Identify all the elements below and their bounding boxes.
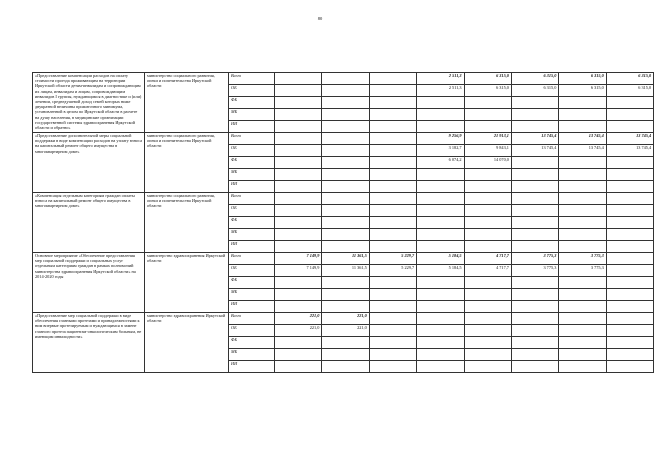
amount-cell: 7 149,9 [275, 265, 322, 277]
amount-cell [322, 277, 369, 289]
amount-cell [369, 157, 416, 169]
amount-cell: 13 745,4 [559, 133, 606, 145]
amount-cell [369, 133, 416, 145]
measure-description: «Предоставление мер социальной поддержки в виде обеспечения глазными протезами и принадлежностями к ним впервые протезируемым и нуждающимся в замене глазного протеза пациентам-онкологическим больным, не имеющим инвалидности» [33, 313, 145, 373]
amount-cell [275, 73, 322, 85]
amount-cell [606, 349, 653, 361]
amount-cell [322, 193, 369, 205]
amount-cell [369, 301, 416, 313]
amount-cell [322, 109, 369, 121]
amount-cell [511, 97, 558, 109]
amount-cell [511, 169, 558, 181]
funding-source: ФБ [229, 157, 275, 169]
funding-source: МБ [229, 109, 275, 121]
amount-cell [464, 361, 511, 373]
amount-cell [464, 193, 511, 205]
amount-cell: 6 315,0 [559, 73, 606, 85]
amount-cell: 3 182,7 [417, 145, 464, 157]
amount-cell: 221,0 [275, 325, 322, 337]
funding-source: Всего [229, 133, 275, 145]
amount-cell [559, 277, 606, 289]
amount-cell: 13 745,4 [511, 133, 558, 145]
amount-cell [322, 301, 369, 313]
amount-cell [417, 337, 464, 349]
amount-cell: 21 913,1 [464, 133, 511, 145]
amount-cell [369, 289, 416, 301]
amount-cell [417, 301, 464, 313]
amount-cell: 6 315,0 [606, 85, 653, 97]
amount-cell [369, 145, 416, 157]
amount-cell [322, 133, 369, 145]
amount-cell [322, 241, 369, 253]
measure-description: «Компенсация отдельным категориям граждан оплаты взноса на капитальный ремонт общего имущества в многоквартирном доме» [33, 193, 145, 253]
amount-cell [606, 229, 653, 241]
amount-cell [606, 169, 653, 181]
budget-table [32, 72, 654, 373]
amount-cell [511, 193, 558, 205]
amount-cell [275, 133, 322, 145]
amount-cell [559, 361, 606, 373]
amount-cell [417, 289, 464, 301]
amount-cell [275, 193, 322, 205]
amount-cell [417, 181, 464, 193]
amount-cell [606, 325, 653, 337]
amount-cell [322, 85, 369, 97]
funding-source: ИИ [229, 121, 275, 133]
amount-cell: 6 315,0 [464, 73, 511, 85]
amount-cell [606, 121, 653, 133]
amount-cell [606, 265, 653, 277]
amount-cell: 4 717,7 [464, 265, 511, 277]
amount-cell [606, 277, 653, 289]
amount-cell [369, 73, 416, 85]
amount-cell [464, 97, 511, 109]
amount-cell [322, 145, 369, 157]
funding-source: ОБ [229, 265, 275, 277]
amount-cell [606, 241, 653, 253]
amount-cell [417, 193, 464, 205]
amount-cell [559, 289, 606, 301]
amount-cell [417, 277, 464, 289]
amount-cell [369, 169, 416, 181]
page-number: 80 [317, 16, 323, 21]
amount-cell [369, 229, 416, 241]
amount-cell [275, 97, 322, 109]
funding-source: МБ [229, 349, 275, 361]
amount-cell: 11 361,5 [322, 265, 369, 277]
amount-cell [511, 313, 558, 325]
amount-cell [322, 289, 369, 301]
amount-cell [606, 361, 653, 373]
funding-source: МБ [229, 289, 275, 301]
amount-cell [369, 361, 416, 373]
amount-cell [322, 349, 369, 361]
amount-cell [464, 109, 511, 121]
amount-cell [275, 145, 322, 157]
amount-cell [464, 169, 511, 181]
amount-cell [559, 337, 606, 349]
amount-cell [559, 157, 606, 169]
amount-cell [275, 121, 322, 133]
amount-cell [275, 361, 322, 373]
amount-cell [322, 97, 369, 109]
amount-cell [511, 109, 558, 121]
funding-source: ИИ [229, 181, 275, 193]
amount-cell [464, 301, 511, 313]
table-row [33, 253, 654, 265]
amount-cell [511, 121, 558, 133]
funding-source: ОБ [229, 325, 275, 337]
amount-cell [511, 157, 558, 169]
amount-cell [417, 217, 464, 229]
amount-cell [369, 181, 416, 193]
amount-cell [511, 241, 558, 253]
amount-cell [417, 169, 464, 181]
amount-cell [275, 289, 322, 301]
amount-cell [559, 169, 606, 181]
amount-cell [606, 205, 653, 217]
amount-cell [464, 229, 511, 241]
amount-cell [559, 181, 606, 193]
amount-cell [322, 73, 369, 85]
amount-cell [417, 349, 464, 361]
amount-cell [275, 301, 322, 313]
amount-cell [322, 169, 369, 181]
amount-cell [511, 337, 558, 349]
amount-cell: 5 229,7 [369, 265, 416, 277]
amount-cell [511, 229, 558, 241]
amount-cell [322, 361, 369, 373]
amount-cell [275, 85, 322, 97]
funding-source: Всего [229, 73, 275, 85]
funding-source: ФБ [229, 277, 275, 289]
amount-cell [369, 313, 416, 325]
table-row [33, 193, 654, 205]
responsible-executor: министерство здравоохранения Иркутской области [145, 313, 229, 373]
amount-cell [417, 361, 464, 373]
amount-cell: 13 745,4 [559, 145, 606, 157]
amount-cell [464, 277, 511, 289]
funding-source: Всего [229, 313, 275, 325]
amount-cell [511, 205, 558, 217]
amount-cell [559, 229, 606, 241]
amount-cell: 13 745,4 [606, 133, 653, 145]
amount-cell [417, 109, 464, 121]
amount-cell [559, 349, 606, 361]
amount-cell: 5 184,5 [417, 253, 464, 265]
amount-cell: 6 315,0 [511, 85, 558, 97]
amount-cell [511, 181, 558, 193]
amount-cell: 3 775,3 [559, 265, 606, 277]
amount-cell [369, 121, 416, 133]
amount-cell: 6 315,0 [511, 73, 558, 85]
funding-source: ИИ [229, 241, 275, 253]
amount-cell: 3 775,3 [559, 253, 606, 265]
amount-cell [417, 325, 464, 337]
amount-cell: 6 315,0 [464, 85, 511, 97]
amount-cell [606, 337, 653, 349]
amount-cell [369, 97, 416, 109]
amount-cell: 2 511,3 [417, 73, 464, 85]
amount-cell [511, 349, 558, 361]
measure-description: Основное мероприятие «Обеспечение предоставления мер социальной поддержки и социальных услуг отдельным категориям граждан в рамках полномочий министерства здравоохранения Иркутской области» на 2014-2020 годы [33, 253, 145, 313]
amount-cell [511, 325, 558, 337]
amount-cell [322, 121, 369, 133]
funding-source: МБ [229, 229, 275, 241]
amount-cell: 6 315,0 [559, 85, 606, 97]
amount-cell [369, 337, 416, 349]
amount-cell: 13 745,4 [511, 145, 558, 157]
amount-cell [369, 241, 416, 253]
measure-description: «Предоставление дополнительной меры социальной поддержки в виде компенсации расходов на уплату взноса на капитальный ремонт общего имущества в многоквартирном доме» [33, 133, 145, 193]
amount-cell [559, 241, 606, 253]
amount-cell [275, 241, 322, 253]
amount-cell [511, 277, 558, 289]
amount-cell [275, 337, 322, 349]
table-row [33, 133, 654, 145]
amount-cell [417, 241, 464, 253]
amount-cell [369, 349, 416, 361]
amount-cell: 221,0 [322, 325, 369, 337]
amount-cell: 13 745,4 [606, 145, 653, 157]
amount-cell: 9 843,1 [464, 145, 511, 157]
amount-cell [322, 205, 369, 217]
amount-cell: 221,0 [322, 313, 369, 325]
amount-cell [417, 97, 464, 109]
amount-cell [606, 313, 653, 325]
amount-cell [369, 277, 416, 289]
responsible-executor: министерство социального развития, опеки и попечительства Иркутской области [145, 193, 229, 253]
amount-cell [559, 121, 606, 133]
responsible-executor: министерство социального развития, опеки и попечительства Иркутской области [145, 73, 229, 133]
amount-cell [606, 193, 653, 205]
amount-cell [464, 121, 511, 133]
amount-cell: 7 149,9 [275, 253, 322, 265]
amount-cell [559, 97, 606, 109]
amount-cell [511, 301, 558, 313]
amount-cell [559, 217, 606, 229]
responsible-executor: министерство социального развития, опеки и попечительства Иркутской области [145, 133, 229, 193]
amount-cell [606, 181, 653, 193]
amount-cell [275, 349, 322, 361]
amount-cell [275, 109, 322, 121]
amount-cell [275, 169, 322, 181]
amount-cell [464, 313, 511, 325]
amount-cell [606, 253, 653, 265]
table-row [33, 313, 654, 325]
funding-source: ФБ [229, 217, 275, 229]
amount-cell [417, 229, 464, 241]
amount-cell [606, 289, 653, 301]
funding-source: МБ [229, 169, 275, 181]
amount-cell [417, 205, 464, 217]
amount-cell [417, 121, 464, 133]
amount-cell: 11 361,5 [322, 253, 369, 265]
responsible-executor: министерство здравоохранения Иркутской области [145, 253, 229, 313]
amount-cell [606, 217, 653, 229]
amount-cell [275, 229, 322, 241]
amount-cell [464, 289, 511, 301]
amount-cell [417, 313, 464, 325]
amount-cell [559, 325, 606, 337]
amount-cell [511, 217, 558, 229]
amount-cell [275, 157, 322, 169]
amount-cell [606, 301, 653, 313]
amount-cell [464, 337, 511, 349]
amount-cell: 9 256,9 [417, 133, 464, 145]
amount-cell: 221,0 [275, 313, 322, 325]
amount-cell: 3 775,3 [511, 253, 558, 265]
amount-cell [322, 217, 369, 229]
amount-cell [511, 289, 558, 301]
funding-source: ФБ [229, 97, 275, 109]
amount-cell: 6 074,2 [417, 157, 464, 169]
amount-cell [322, 337, 369, 349]
amount-cell: 3 775,3 [511, 265, 558, 277]
amount-cell [464, 181, 511, 193]
funding-source: ИИ [229, 301, 275, 313]
amount-cell [511, 361, 558, 373]
amount-cell [464, 217, 511, 229]
amount-cell [369, 205, 416, 217]
funding-source: Всего [229, 193, 275, 205]
amount-cell [606, 97, 653, 109]
amount-cell [559, 301, 606, 313]
amount-cell [464, 205, 511, 217]
amount-cell: 14 070,0 [464, 157, 511, 169]
amount-cell [369, 325, 416, 337]
funding-source: Всего [229, 253, 275, 265]
amount-cell [464, 241, 511, 253]
amount-cell: 6 315,0 [606, 73, 653, 85]
funding-source: ОБ [229, 85, 275, 97]
amount-cell [464, 325, 511, 337]
amount-cell: 4 717,7 [464, 253, 511, 265]
amount-cell [369, 193, 416, 205]
amount-cell [275, 205, 322, 217]
funding-source: ОБ [229, 205, 275, 217]
amount-cell: 5 184,5 [417, 265, 464, 277]
funding-source: ИИ [229, 361, 275, 373]
amount-cell [464, 349, 511, 361]
amount-cell: 5 229,7 [369, 253, 416, 265]
amount-cell [606, 109, 653, 121]
amount-cell [559, 193, 606, 205]
table-row [33, 73, 654, 85]
amount-cell [559, 109, 606, 121]
amount-cell [275, 217, 322, 229]
amount-cell [369, 85, 416, 97]
amount-cell [275, 277, 322, 289]
funding-source: ФБ [229, 337, 275, 349]
amount-cell [322, 181, 369, 193]
measure-description: «Предоставление компенсации расходов на оплату стоимости проезда проживающим на территории Иркутской области детям-инвалидам и сопровождающим их лицам, инвалидам и лицам, сопровождающим инвалидов I группы, нуждающимся в диагностике и (или) лечении, среднедушевой доход семей которых ниже двукратной величины прожиточного минимума, установленной в целом по Иркутской области в расчете на душу населения, в медицинские организации государственной системы здравоохранения Иркутской области и обратно» [33, 73, 145, 133]
amount-cell [559, 205, 606, 217]
amount-cell [606, 157, 653, 169]
amount-cell [369, 217, 416, 229]
amount-cell: 2 511,3 [417, 85, 464, 97]
amount-cell [369, 109, 416, 121]
amount-cell [559, 313, 606, 325]
amount-cell [322, 157, 369, 169]
amount-cell [322, 229, 369, 241]
amount-cell [275, 181, 322, 193]
funding-source: ОБ [229, 145, 275, 157]
